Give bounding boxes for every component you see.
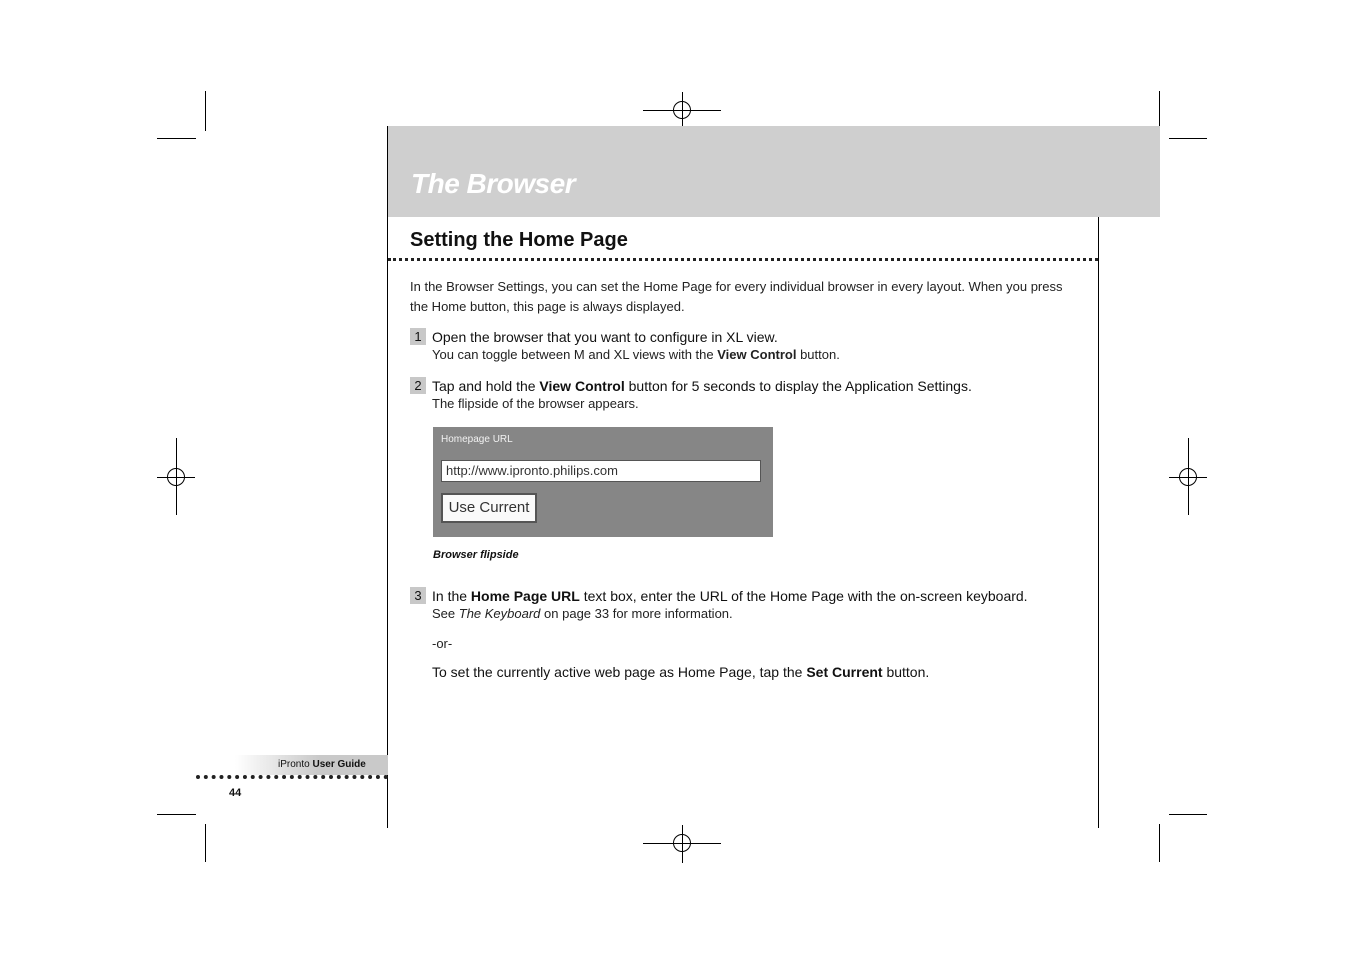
crop-mark [1159,824,1160,862]
registration-mark-circle [1179,468,1197,486]
step-instruction: Open the browser that you want to configure in XL view. [432,329,778,345]
footer-guide-title: iPronto User Guide [278,759,366,770]
registration-mark-circle [673,834,691,852]
crop-mark [1169,814,1207,815]
page-number: 44 [229,787,242,799]
homepage-url-input: http://www.ipronto.philips.com [441,460,761,482]
step-number: 2 [410,377,426,394]
step-note: See The Keyboard on page 33 for more information. [432,606,733,621]
step-note: The flipside of the browser appears. [432,396,639,411]
step-note: You can toggle between M and XL views with the View Control button. [432,347,840,362]
step-alternative: To set the currently active web page as Home Page, tap the Set Current button. [432,664,930,680]
intro-paragraph: In the Browser Settings, you can set the Home Page for every individual browser in every layout. When you press the Home button, this page is always displayed. [410,279,1063,314]
crop-mark [1159,91,1160,131]
footer-divider [196,775,388,779]
figure-caption: Browser flipside [433,549,519,561]
crop-mark [205,91,206,131]
step-instruction: Tap and hold the View Control button for 5 seconds to display the Application Settings. [432,378,972,394]
crop-mark [205,824,206,862]
or-separator: -or- [432,636,453,651]
registration-mark-circle [167,468,185,486]
homepage-url-label: Homepage URL [441,434,513,445]
page-right-border [1098,217,1099,828]
crop-mark [157,814,196,815]
step-instruction: In the Home Page URL text box, enter the URL of the Home Page with the on-screen keyboard. [432,588,1028,604]
section-divider [388,258,1098,261]
use-current-button: Use Current [441,493,537,523]
step-number: 1 [410,328,426,345]
crop-mark [1169,138,1207,139]
page-left-border [387,126,388,828]
crop-mark [157,138,196,139]
section-title: Setting the Home Page [410,229,628,251]
registration-mark-circle [673,101,691,119]
browser-flipside-figure [433,427,773,537]
chapter-title: The Browser [411,168,576,199]
step-number: 3 [410,587,426,604]
